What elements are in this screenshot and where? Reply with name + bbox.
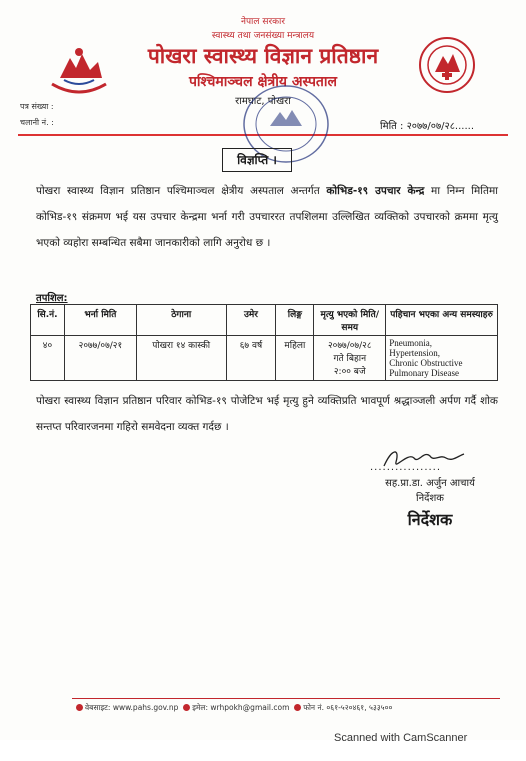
footer-contacts [76,703,506,713]
footer-divider [72,698,500,699]
phone-icon [294,704,301,711]
footer-email: इमेल: wrhpokh@gmail.com [192,703,290,712]
hospital-name: पश्चिमाञ्चल क्षेत्रीय अस्पताल [188,74,338,90]
email-icon [183,704,190,711]
institute-title: पोखरा स्वास्थ्य विज्ञान प्रतिष्ठान [147,44,379,68]
cell-address: पोखरा १४ कास्की [136,336,226,381]
condition-item: Chronic Obstructive [389,358,463,368]
globe-icon [76,704,83,711]
table-row [31,336,498,381]
footer-phone: फोन नं. ०६१-५२०४६१, ५३३५०० [303,703,393,712]
death-date: २०७७/०७/२८ [328,341,372,351]
cell-other-conditions [386,336,498,381]
footer-website: वेबसाइट: www.pahs.gov.np [85,703,179,712]
col-header-sn: सि.नं. [31,305,65,336]
signer-role-stamp: निर्देशक [407,510,453,529]
cell-death-datetime [314,336,386,381]
dispatch-number-label: चलानी नं. : [20,118,54,127]
cell-age: ६७ वर्ष [226,336,276,381]
signer-role: निर्देशक [416,493,444,504]
details-label: तपशिल: [36,293,68,304]
col-header-death-datetime: मृत्यु भएको मिति/समय [314,305,386,336]
ministry-name: स्वास्थ्य तथा जनसंख्या मन्त्रालय [211,31,315,41]
notice-text-2: मा निम्न मितिमा कोभिड-१९ संक्रमण भई यस उपचार केन्द्रमा भर्ना गरी उपचाररत तपशिलमा उल्लिखित व्यक्तिको उपचारको क्रममा मृत्यु भएको व्यहोरा सम्बन्धित सबैमा जानकारीको लागि अनुरोध छ । [36,185,498,249]
cell-gender: महिला [276,336,314,381]
cell-admit-date: २०७७/०७/२१ [64,336,136,381]
col-header-address: ठेगाना [136,305,226,336]
signature-line: ................. [370,462,442,473]
hospital-location: रामघाट, पोखरा [235,96,291,107]
scanner-watermark: Scanned with CamScanner [334,732,468,744]
condition-item: Pneumonia, [389,338,432,348]
death-time-line1: गते बिहान [333,354,367,364]
col-header-gender: लिङ्ग [276,305,314,336]
notice-paragraph [36,178,498,256]
government-name: नेपाल सरकार [240,17,286,27]
condolence-paragraph: पोखरा स्वास्थ्य विज्ञान प्रतिष्ठान परिवार कोभिड-१९ पोजेटिभ भई मृत्यु हुने व्यक्तिप्रति भावपूर्ण श्रद्धाञ्जली अर्पण गर्दै शोक सन्तप्त परिवारजनमा गहिरो समवेदना व्यक्त गर्दछ । [36,395,498,433]
notice-text-bold: कोभिड-१९ उपचार केन्द्र [326,185,425,197]
letter-date: मिति : २०७७/०७/२८...... [380,121,474,132]
col-header-age: उमेर [226,305,276,336]
signer-name: सह.प्रा.डा. अर्जुन आचार्य [385,478,475,489]
death-time-line2: २:०० बजे [333,367,366,377]
death-details-table [30,304,498,381]
reference-number-label: पत्र संख्या : [20,102,54,111]
condition-item: Pulmonary Disease [389,368,459,378]
col-header-admit-date: भर्ना मिति [64,305,136,336]
table-header-row [31,305,498,336]
notice-text-1: पोखरा स्वास्थ्य विज्ञान प्रतिष्ठान पश्चिमाञ्चल क्षेत्रीय अस्पताल अन्तर्गत [36,185,327,197]
condition-item: Hypertension, [389,348,440,358]
signer-block [370,476,490,506]
col-header-other-conditions: पहिचान भएका अन्य समस्याहरु [386,305,498,336]
cell-sn: ४० [31,336,65,381]
notice-heading: विज्ञप्ति । [222,148,292,172]
